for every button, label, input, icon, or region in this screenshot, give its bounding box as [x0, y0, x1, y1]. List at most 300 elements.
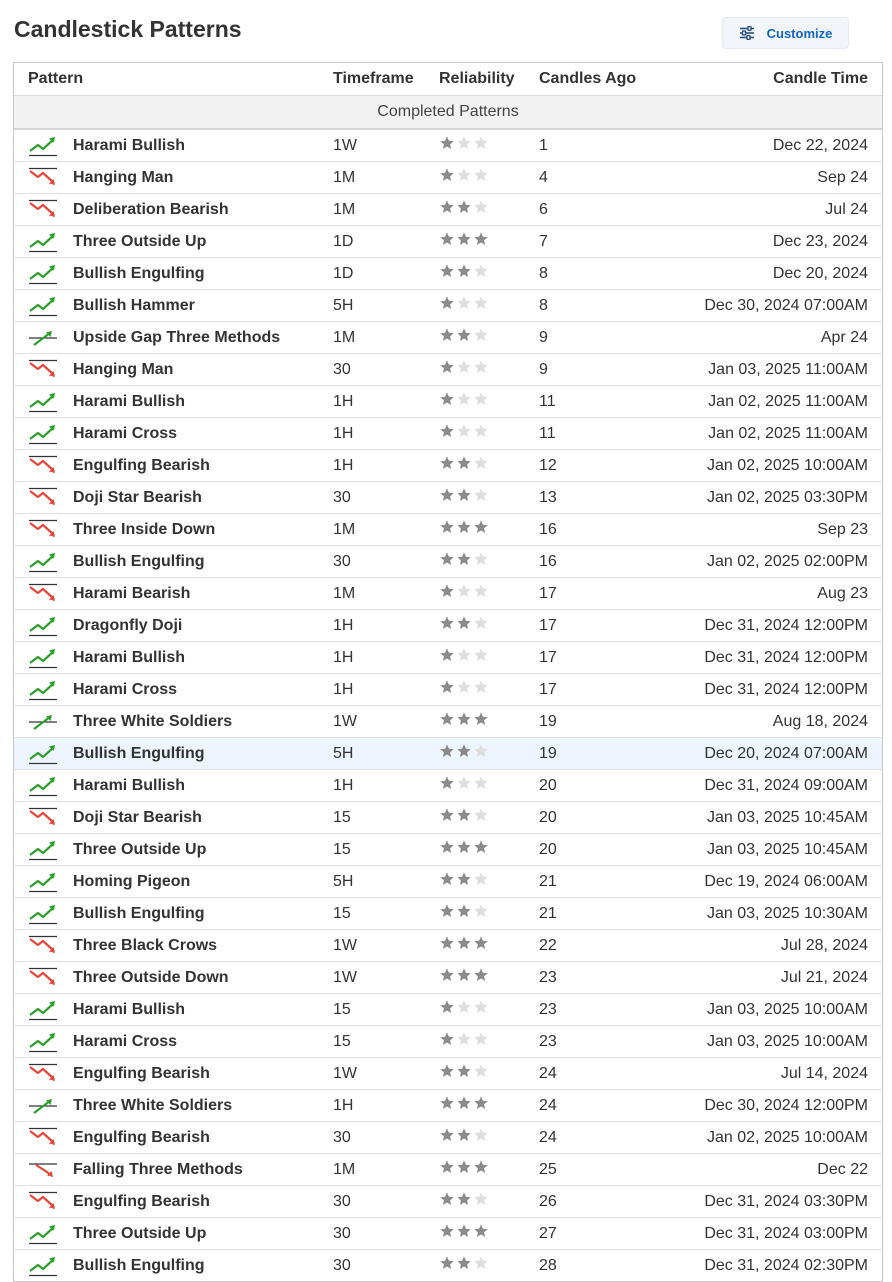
- star-filled-icon: [439, 423, 455, 439]
- reliability-stars: [439, 455, 490, 471]
- reliability-cell: [439, 610, 539, 642]
- star-filled-icon: [439, 295, 455, 311]
- table-row[interactable]: [14, 514, 882, 546]
- star-filled-icon: [456, 743, 472, 759]
- star-filled-icon: [456, 231, 472, 247]
- candles-ago-cell: 9: [539, 322, 689, 354]
- table-row[interactable]: [14, 610, 882, 642]
- star-empty-icon: [456, 775, 472, 791]
- pattern-name[interactable]: Harami Cross: [73, 424, 178, 442]
- pattern-cell: [14, 1186, 333, 1218]
- pattern-cell: [14, 866, 333, 898]
- table-row[interactable]: [14, 1154, 882, 1186]
- star-empty-icon: [456, 135, 472, 151]
- pattern-name[interactable]: Bullish Engulfing: [73, 904, 205, 922]
- star-filled-icon: [473, 839, 489, 855]
- reliability-stars: [439, 1191, 490, 1207]
- table-row[interactable]: [14, 482, 882, 514]
- star-filled-icon: [439, 839, 455, 855]
- star-filled-icon: [456, 199, 472, 215]
- pattern-name[interactable]: Harami Cross: [73, 680, 178, 698]
- table-row[interactable]: [14, 834, 882, 866]
- candles-ago-cell: 28: [539, 1250, 689, 1282]
- trend-up-icon: [28, 775, 58, 797]
- star-filled-icon: [456, 487, 472, 503]
- star-filled-icon: [439, 519, 455, 535]
- pattern-name[interactable]: Homing Pigeon: [73, 872, 191, 890]
- pattern-cell: [14, 1058, 333, 1090]
- pattern-name[interactable]: Three Black Crows: [73, 936, 218, 954]
- trend-down-icon: [28, 1063, 58, 1085]
- table-row[interactable]: [14, 290, 882, 322]
- star-empty-icon: [456, 999, 472, 1015]
- reliability-cell: [439, 994, 539, 1026]
- star-empty-icon: [473, 647, 489, 663]
- star-empty-icon: [473, 359, 489, 375]
- timeframe-cell: 1D: [333, 258, 439, 290]
- pattern-cell: [14, 834, 333, 866]
- star-empty-icon: [473, 295, 489, 311]
- pattern-name[interactable]: Three White Soldiers: [73, 712, 233, 730]
- candle-time-cell: Dec 31, 2024 12:00PM: [689, 610, 882, 642]
- table-row[interactable]: [14, 930, 882, 962]
- table-row[interactable]: [14, 1218, 882, 1250]
- trend-down-icon: [28, 583, 58, 605]
- reliability-cell: [439, 418, 539, 450]
- trend-up-icon: [28, 903, 58, 925]
- star-filled-icon: [473, 1095, 489, 1111]
- star-filled-icon: [439, 807, 455, 823]
- pattern-cell: [14, 802, 333, 834]
- pattern-name[interactable]: Bullish Engulfing: [73, 1256, 205, 1274]
- table-row[interactable]: [14, 738, 882, 770]
- star-filled-icon: [439, 647, 455, 663]
- star-filled-icon: [473, 519, 489, 535]
- pattern-name[interactable]: Engulfing Bearish: [73, 1128, 210, 1146]
- pattern-name[interactable]: Bullish Engulfing: [73, 264, 205, 282]
- pattern-cell: [14, 322, 333, 354]
- star-filled-icon: [473, 231, 489, 247]
- candles-ago-cell: 19: [539, 738, 689, 770]
- trend-up-icon: [28, 615, 58, 637]
- star-filled-icon: [439, 1223, 455, 1239]
- star-filled-icon: [473, 1223, 489, 1239]
- pattern-cell: [14, 706, 333, 738]
- timeframe-cell: 5H: [333, 866, 439, 898]
- star-empty-icon: [456, 359, 472, 375]
- reliability-stars: [439, 1159, 490, 1175]
- reliability-cell: [439, 514, 539, 546]
- reliability-stars: [439, 391, 490, 407]
- candles-ago-cell: 7: [539, 226, 689, 258]
- reliability-cell: [439, 129, 539, 162]
- pattern-cell: [14, 386, 333, 418]
- trend-up-icon: [28, 1031, 58, 1053]
- pattern-name[interactable]: Falling Three Methods: [73, 1160, 243, 1178]
- star-filled-icon: [456, 551, 472, 567]
- pattern-cell: [14, 482, 333, 514]
- pattern-cell: [14, 450, 333, 482]
- star-filled-icon: [439, 903, 455, 919]
- pattern-cell: [14, 514, 333, 546]
- pattern-name[interactable]: Harami Cross: [73, 1032, 178, 1050]
- reliability-stars: [439, 487, 490, 503]
- star-empty-icon: [456, 423, 472, 439]
- candles-ago-cell: 27: [539, 1218, 689, 1250]
- table-row[interactable]: [14, 994, 882, 1026]
- reliability-stars: [439, 583, 490, 599]
- star-filled-icon: [473, 935, 489, 951]
- star-filled-icon: [456, 1191, 472, 1207]
- reliability-stars: [439, 999, 490, 1015]
- star-empty-icon: [456, 679, 472, 695]
- table-row[interactable]: [14, 1122, 882, 1154]
- candles-ago-cell: 20: [539, 834, 689, 866]
- group-label: Completed Patterns: [14, 96, 882, 130]
- table-row[interactable]: [14, 770, 882, 802]
- trend-up-icon: [28, 231, 58, 253]
- star-empty-icon: [456, 647, 472, 663]
- table-row[interactable]: [14, 674, 882, 706]
- star-filled-icon: [456, 1223, 472, 1239]
- star-filled-icon: [456, 327, 472, 343]
- table-row[interactable]: [14, 898, 882, 930]
- reliability-cell: [439, 194, 539, 226]
- candle-time-cell: Dec 30, 2024 07:00AM: [689, 290, 882, 322]
- star-empty-icon: [473, 1191, 489, 1207]
- star-filled-icon: [439, 551, 455, 567]
- pattern-name[interactable]: Harami Bullish: [73, 1000, 186, 1018]
- star-empty-icon: [473, 615, 489, 631]
- timeframe-cell: 1H: [333, 418, 439, 450]
- star-filled-icon: [439, 167, 455, 183]
- reliability-cell: [439, 354, 539, 386]
- candle-time-cell: Jan 03, 2025 10:00AM: [689, 994, 882, 1026]
- timeframe-cell: 1H: [333, 386, 439, 418]
- pattern-cell: [14, 770, 333, 802]
- reliability-stars: [439, 359, 490, 375]
- candle-time-cell: Jan 02, 2025 03:30PM: [689, 482, 882, 514]
- star-empty-icon: [473, 1063, 489, 1079]
- pattern-name[interactable]: Hanging Man: [73, 360, 174, 378]
- table-row[interactable]: [14, 226, 882, 258]
- star-filled-icon: [439, 327, 455, 343]
- reliability-cell: [439, 802, 539, 834]
- timeframe-cell: 30: [333, 1122, 439, 1154]
- candles-ago-cell: 19: [539, 706, 689, 738]
- timeframe-cell: 1W: [333, 129, 439, 162]
- table-row[interactable]: [14, 962, 882, 994]
- customize-button[interactable]: [722, 17, 849, 49]
- column-header-reliability[interactable]: Reliability: [439, 63, 539, 96]
- table-row[interactable]: [14, 322, 882, 354]
- pattern-cell: [14, 162, 333, 194]
- table-row[interactable]: [14, 578, 882, 610]
- table-row[interactable]: [14, 802, 882, 834]
- candles-ago-cell: 21: [539, 898, 689, 930]
- reliability-stars: [439, 327, 490, 343]
- pattern-name[interactable]: Harami Bullish: [73, 776, 186, 794]
- reliability-cell: [439, 386, 539, 418]
- trend-down-icon: [28, 455, 58, 477]
- candles-ago-cell: 20: [539, 802, 689, 834]
- star-filled-icon: [439, 487, 455, 503]
- star-filled-icon: [439, 967, 455, 983]
- candles-ago-cell: 9: [539, 354, 689, 386]
- pattern-cell: [14, 738, 333, 770]
- candle-time-cell: Dec 22: [689, 1154, 882, 1186]
- customize-label: Customize: [766, 25, 833, 41]
- pattern-name[interactable]: Engulfing Bearish: [73, 1192, 210, 1210]
- pattern-name[interactable]: Dragonfly Doji: [73, 616, 183, 634]
- table-row[interactable]: [14, 194, 882, 226]
- star-filled-icon: [456, 1063, 472, 1079]
- table-row[interactable]: [14, 1026, 882, 1058]
- candles-ago-cell: 21: [539, 866, 689, 898]
- reliability-stars: [439, 1063, 490, 1079]
- table-row[interactable]: [14, 1058, 882, 1090]
- trend-up-icon: [28, 551, 58, 573]
- candle-time-cell: Jan 03, 2025 11:00AM: [689, 354, 882, 386]
- timeframe-cell: 1M: [333, 194, 439, 226]
- reliability-cell: [439, 450, 539, 482]
- table-row[interactable]: [14, 386, 882, 418]
- reliability-cell: [439, 770, 539, 802]
- trend-up-icon: [28, 423, 58, 445]
- pattern-name[interactable]: Harami Bullish: [73, 648, 186, 666]
- pattern-name[interactable]: Three White Soldiers: [73, 1096, 233, 1114]
- candles-ago-cell: 22: [539, 930, 689, 962]
- timeframe-cell: 1M: [333, 1154, 439, 1186]
- candles-ago-cell: 16: [539, 514, 689, 546]
- star-filled-icon: [473, 711, 489, 727]
- trend-up-icon: [28, 679, 58, 701]
- pattern-name[interactable]: Harami Bullish: [73, 392, 186, 410]
- candles-ago-cell: 24: [539, 1058, 689, 1090]
- pattern-cell: [14, 226, 333, 258]
- star-filled-icon: [473, 967, 489, 983]
- star-filled-icon: [456, 871, 472, 887]
- candles-ago-cell: 17: [539, 642, 689, 674]
- table-row[interactable]: [14, 866, 882, 898]
- candle-time-cell: Dec 31, 2024 12:00PM: [689, 674, 882, 706]
- candle-time-cell: Jul 14, 2024: [689, 1058, 882, 1090]
- star-filled-icon: [439, 1191, 455, 1207]
- pattern-name[interactable]: Three Outside Down: [73, 968, 229, 986]
- reliability-cell: [439, 1186, 539, 1218]
- trend-down-icon: [28, 807, 58, 829]
- trend-up-icon: [28, 839, 58, 861]
- candle-time-cell: Sep 24: [689, 162, 882, 194]
- column-header-candles-ago[interactable]: Candles Ago: [539, 63, 689, 96]
- pattern-cell: [14, 610, 333, 642]
- candle-time-cell: Jan 02, 2025 11:00AM: [689, 386, 882, 418]
- pattern-cell: [14, 1122, 333, 1154]
- pattern-name[interactable]: Upside Gap Three Methods: [73, 328, 281, 346]
- pattern-name[interactable]: Engulfing Bearish: [73, 1064, 210, 1082]
- reliability-stars: [439, 935, 490, 951]
- candles-ago-cell: 17: [539, 578, 689, 610]
- reliability-cell: [439, 706, 539, 738]
- reliability-stars: [439, 423, 490, 439]
- patterns-table: [13, 62, 883, 1282]
- column-header-timeframe[interactable]: Timeframe: [333, 63, 439, 96]
- candles-ago-cell: 1: [539, 129, 689, 162]
- column-header-candle-time[interactable]: Candle Time: [689, 63, 882, 96]
- reliability-stars: [439, 679, 490, 695]
- star-filled-icon: [456, 903, 472, 919]
- table-row[interactable]: [14, 162, 882, 194]
- trend-up-icon: [28, 295, 58, 317]
- table-row[interactable]: [14, 1090, 882, 1122]
- star-filled-icon: [439, 583, 455, 599]
- table-row[interactable]: [14, 642, 882, 674]
- trend-down-icon: [28, 1127, 58, 1149]
- pattern-cell: [14, 898, 333, 930]
- star-filled-icon: [473, 1159, 489, 1175]
- trend-up-icon: [28, 391, 58, 413]
- candles-ago-cell: 24: [539, 1090, 689, 1122]
- star-filled-icon: [439, 1159, 455, 1175]
- reliability-stars: [439, 295, 490, 311]
- table-row[interactable]: [14, 418, 882, 450]
- star-empty-icon: [473, 1031, 489, 1047]
- pattern-name[interactable]: Three Outside Up: [73, 840, 207, 858]
- star-filled-icon: [439, 615, 455, 631]
- star-filled-icon: [456, 615, 472, 631]
- table-row[interactable]: [14, 258, 882, 290]
- star-empty-icon: [473, 583, 489, 599]
- timeframe-cell: 30: [333, 354, 439, 386]
- star-filled-icon: [456, 807, 472, 823]
- table-row[interactable]: [14, 1186, 882, 1218]
- candles-ago-cell: 11: [539, 418, 689, 450]
- star-filled-icon: [439, 679, 455, 695]
- candle-time-cell: Dec 31, 2024 02:30PM: [689, 1250, 882, 1282]
- star-filled-icon: [439, 935, 455, 951]
- star-empty-icon: [473, 199, 489, 215]
- pattern-name[interactable]: Harami Bearish: [73, 584, 191, 602]
- reliability-stars: [439, 1031, 490, 1047]
- pattern-name[interactable]: Hanging Man: [73, 168, 174, 186]
- reliability-cell: [439, 258, 539, 290]
- pattern-cell: [14, 674, 333, 706]
- reliability-stars: [439, 1127, 490, 1143]
- pattern-name[interactable]: Deliberation Bearish: [73, 200, 229, 218]
- timeframe-cell: 1W: [333, 1058, 439, 1090]
- reliability-stars: [439, 839, 490, 855]
- timeframe-cell: 15: [333, 834, 439, 866]
- pattern-name[interactable]: Doji Star Bearish: [73, 488, 202, 506]
- table-row[interactable]: [14, 1250, 882, 1282]
- star-filled-icon: [439, 1031, 455, 1047]
- pattern-name[interactable]: Three Outside Up: [73, 232, 207, 250]
- star-filled-icon: [439, 871, 455, 887]
- reliability-stars: [439, 263, 490, 279]
- timeframe-cell: 1H: [333, 450, 439, 482]
- pattern-name[interactable]: Harami Bullish: [73, 136, 186, 154]
- pattern-name[interactable]: Three Inside Down: [73, 520, 216, 538]
- candle-time-cell: Jan 02, 2025 11:00AM: [689, 418, 882, 450]
- table-row[interactable]: [14, 546, 882, 578]
- star-filled-icon: [439, 999, 455, 1015]
- star-empty-icon: [473, 327, 489, 343]
- pattern-name[interactable]: Bullish Hammer: [73, 296, 195, 314]
- reliability-stars: [439, 1223, 490, 1239]
- candles-ago-cell: 13: [539, 482, 689, 514]
- reliability-stars: [439, 775, 490, 791]
- pattern-cell: [14, 962, 333, 994]
- timeframe-cell: 30: [333, 546, 439, 578]
- candle-time-cell: Dec 22, 2024: [689, 129, 882, 162]
- candles-ago-cell: 26: [539, 1186, 689, 1218]
- candles-ago-cell: 25: [539, 1154, 689, 1186]
- star-empty-icon: [473, 903, 489, 919]
- pattern-cell: [14, 578, 333, 610]
- table-row[interactable]: [14, 450, 882, 482]
- pattern-name[interactable]: Bullish Engulfing: [73, 552, 205, 570]
- star-empty-icon: [473, 1127, 489, 1143]
- star-filled-icon: [456, 935, 472, 951]
- table-row[interactable]: [14, 129, 882, 162]
- reliability-stars: [439, 807, 490, 823]
- timeframe-cell: 1M: [333, 578, 439, 610]
- star-filled-icon: [439, 359, 455, 375]
- star-empty-icon: [456, 167, 472, 183]
- trend-up-icon: [28, 647, 58, 669]
- reliability-cell: [439, 1090, 539, 1122]
- star-empty-icon: [473, 487, 489, 503]
- candle-time-cell: Jan 03, 2025 10:30AM: [689, 898, 882, 930]
- page-title: Candlestick Patterns: [14, 16, 242, 42]
- pattern-name[interactable]: Engulfing Bearish: [73, 456, 210, 474]
- pattern-name[interactable]: Three Outside Up: [73, 1224, 207, 1242]
- reliability-cell: [439, 1154, 539, 1186]
- pattern-rows: [14, 129, 882, 1282]
- star-filled-icon: [439, 135, 455, 151]
- trend-up-icon: [28, 135, 58, 157]
- reliability-cell: [439, 322, 539, 354]
- trend-down-icon: [28, 1191, 58, 1213]
- column-header-pattern[interactable]: Pattern: [14, 63, 333, 96]
- pattern-cell: [14, 1090, 333, 1122]
- timeframe-cell: 1M: [333, 322, 439, 354]
- reliability-cell: [439, 1250, 539, 1282]
- candles-ago-cell: 8: [539, 258, 689, 290]
- candle-time-cell: Dec 20, 2024: [689, 258, 882, 290]
- timeframe-cell: 30: [333, 1218, 439, 1250]
- pattern-cell: [14, 1250, 333, 1282]
- star-empty-icon: [473, 423, 489, 439]
- pattern-cell: [14, 1026, 333, 1058]
- timeframe-cell: 1H: [333, 610, 439, 642]
- star-empty-icon: [473, 1255, 489, 1271]
- timeframe-cell: 1H: [333, 1090, 439, 1122]
- star-empty-icon: [456, 583, 472, 599]
- table-row[interactable]: [14, 354, 882, 386]
- candle-time-cell: Dec 20, 2024 07:00AM: [689, 738, 882, 770]
- candle-time-cell: Dec 31, 2024 03:30PM: [689, 1186, 882, 1218]
- table-row[interactable]: [14, 706, 882, 738]
- trend-down-icon: [28, 519, 58, 541]
- pattern-name[interactable]: Bullish Engulfing: [73, 744, 205, 762]
- reliability-cell: [439, 866, 539, 898]
- timeframe-cell: 15: [333, 1026, 439, 1058]
- star-empty-icon: [473, 871, 489, 887]
- star-empty-icon: [456, 391, 472, 407]
- pattern-name[interactable]: Doji Star Bearish: [73, 808, 202, 826]
- star-filled-icon: [439, 231, 455, 247]
